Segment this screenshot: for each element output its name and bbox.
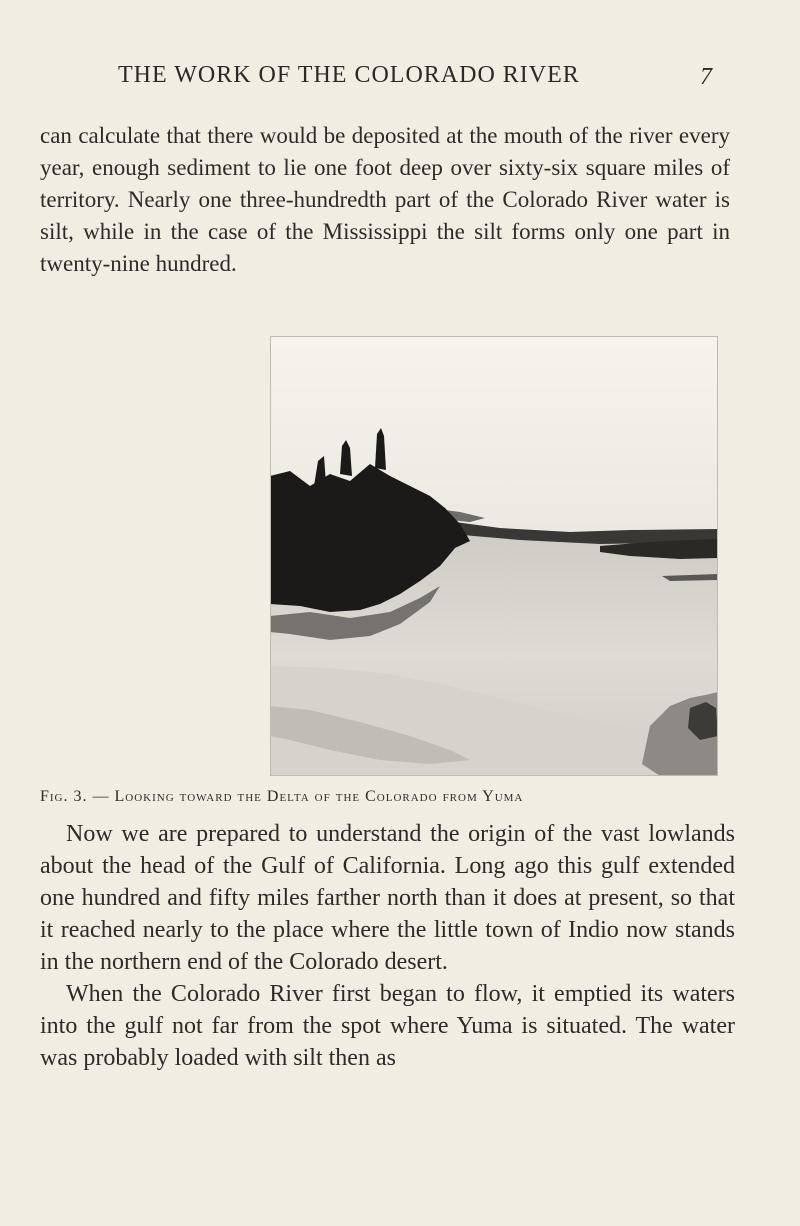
page-number: 7 [700, 64, 713, 90]
photo-plate [270, 336, 718, 776]
paragraph-3: When the Colorado River first began to flow, it emptied its waters into the gulf not far from the spot where Yuma is situated. The water was probably loaded with silt then as [40, 981, 735, 1071]
caption-text: Looking toward the Delta of the Colorado from Yuma [114, 788, 524, 805]
body-text-bottom [40, 818, 735, 1074]
figure-caption [40, 788, 740, 806]
paragraph-1: can calculate that there would be deposited at the mouth of the river every year, enough sediment to lie one foot deep over sixty-six square miles of territory. Nearly one three-hundredth part of the Colorado River water is silt, while in the case of the Mississippi the silt forms only one part in twenty-nine hundred. [40, 123, 730, 276]
paragraph-2: Now we are prepared to understand the origin of the vast lowlands about the head of the Gulf of California. Long ago this gulf extended one hundred and fifty miles farther north than it does at present, so that it reached nearly to the place where the little town of Indio now stands in the northern end of the Colorado desert. [40, 821, 735, 975]
figure-photograph [270, 336, 718, 776]
caption-dash: — [87, 788, 115, 805]
running-head-title: THE WORK OF THE COLORADO RIVER [118, 62, 580, 88]
river-delta-photo [270, 336, 718, 776]
figure-label: Fig. 3. [40, 788, 88, 805]
